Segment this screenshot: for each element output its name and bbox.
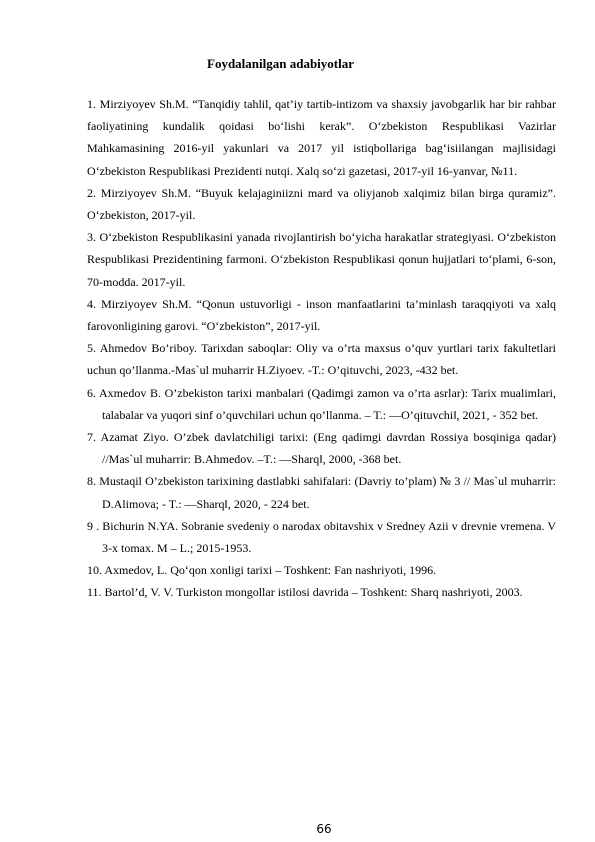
page-number: 66 xyxy=(316,822,332,836)
reference-item: 8. Mustaqil O’zbekiston tarixining dastlabki sahifalari: (Davriy to’plam) № 3 // Mas`ul muharrir: D.Alimova; - T.: ―Sharq‖, 2020, - 224 bet. xyxy=(87,474,556,511)
reference-item: 3. O‘zbekiston Respublikasini yanada rivojlantirish bo‘yicha harakatlar strategiyasi. O‘zbekiston Respublikasi Prezidentining farmoni. O‘zbekiston Respublikasi qonun hujjatlari to‘plami, 6-son, 70-modda. 2017-yil. xyxy=(87,230,556,289)
reference-item: 7. Azamat Ziyo. O’zbek davlatchiligi tarixi: (Eng qadimgi davrdan Rossiya bosqiniga qadar) //Mas`ul muharrir: B.Ahmedov. –T.: ―Sharq‖, 2000, -368 bet. xyxy=(87,430,556,467)
reference-item: 1. Mirziyoyev Sh.M. “Tanqidiy tahlil, qat’iy tartib-intizom va shaxsiy javobgarlik har bir rahbar faoliyatining kundalik qoidasi bo‘lishi kerak”. O‘zbekiston Respublikasi Vazirlar Mahkamasining 2016-yil yakunlari va 2017 yil istiqbollariga bag‘isiilangan majlisidagi O‘zbekiston Respublikasi Prezidenti nutqi. Xalq so‘zi gazetasi, 2017-yil 16-yanvar, №11. xyxy=(87,97,556,178)
reference-item: 6. Axmedov B. O’zbekiston tarixi manbalari (Qadimgi zamon va o’rta asrlar): Tarix mualimlari, talabalar va yuqori sinf o’quvchilari uchun qo’llanma. – T.: ―O’qituvchi‖, 2021, - 352 bet. xyxy=(87,385,556,422)
reference-list xyxy=(87,93,556,604)
reference-item: 10. Axmedov, L. Qo‘qon xonligi tarixi – Toshkent: Fan nashriyoti, 1996. xyxy=(87,563,437,578)
reference-item: 2. Mirziyoyev Sh.M. “Buyuk kelajaginiizni mard va oliyjanob xalqimiz bilan birga quramiz”. O‘zbekiston, 2017-yil. xyxy=(87,185,556,223)
reference-item: 9 . Bichurin N.YA. Sobranie svedeniy o narodax obitavshix v Sredney Azii v drevnie vremena. V 3-x tomax. M – L.; 2015-1953. xyxy=(87,518,556,556)
reference-item: 5. Ahmedov Bo’riboy. Tarixdan saboqlar: Oliy va o’rta maxsus o’quv yurtlari tarix fakultetlari uchun qo’llanma.-Mas`ul muharrir H.Ziyoev. -T.: O’qituvchi, 2023, -432 bet. xyxy=(87,341,556,378)
reference-item: 11. Bartol’d, V. V. Turkiston mongollar istilosi davrida – Toshkent: Sharq nashriyoti, 2003. xyxy=(87,585,523,600)
page-title: Foydalanilgan adabiyotlar xyxy=(207,56,354,71)
reference-item: 4. Mirziyoyev Sh.M. “Qonun ustuvorligi - inson manfaatlarini ta’minlash taraqqiyoti va xalq farovonligining garovi. “O‘zbekiston”, 2017-yil. xyxy=(87,296,556,334)
